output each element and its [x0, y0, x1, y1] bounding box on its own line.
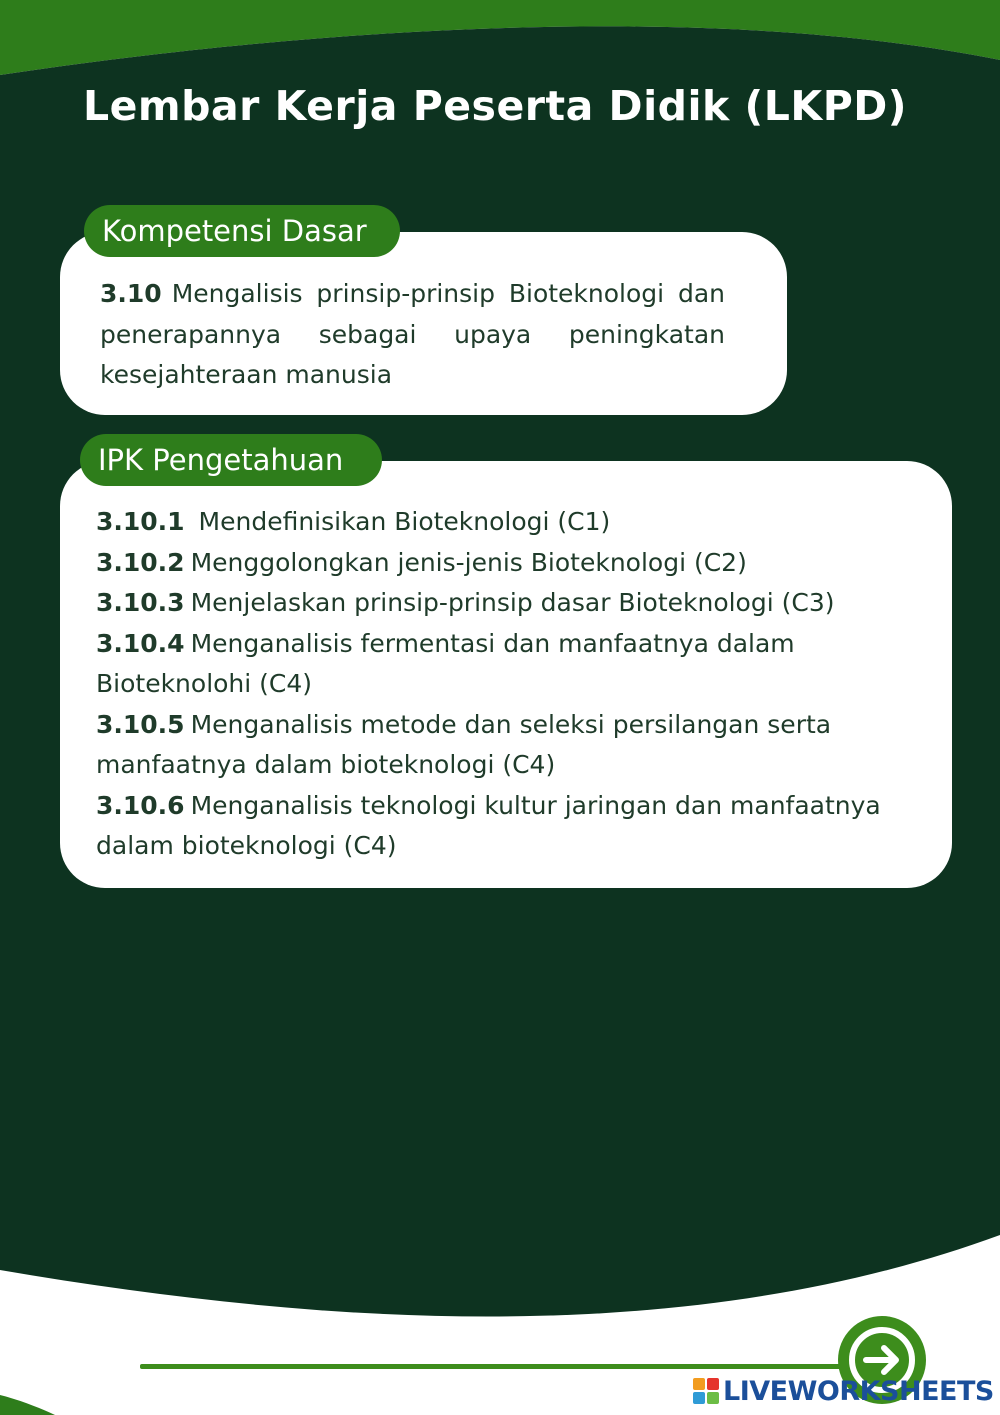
- kompetensi-dasar-text: [100, 274, 725, 396]
- ipk-code: 3.10.3: [96, 588, 185, 617]
- kompetensi-dasar-card: [60, 232, 787, 415]
- kompetensi-dasar-label: Kompetensi Dasar: [84, 205, 400, 257]
- liveworksheets-logo-icon: [693, 1378, 719, 1404]
- ipk-text: Menjelaskan prinsip-prinsip dasar Bioteknologi (C3): [190, 588, 835, 617]
- ipk-code: 3.10.1: [96, 507, 185, 536]
- ipk-text: Menggolongkan jenis-jenis Bioteknologi (C2): [190, 547, 747, 577]
- ipk-code: 3.10.5: [96, 709, 185, 739]
- ipk-item: [96, 624, 922, 705]
- ipk-code: 3.10.6: [96, 790, 185, 820]
- ipk-text: Mendefinisikan Bioteknologi (C1): [198, 507, 611, 536]
- kd-description: Mengalisis prinsip-prinsip Bioteknologi dan penerapannya sebagai upaya peningkatan kesejahteraan manusia: [100, 279, 725, 389]
- ipk-item: [96, 705, 922, 786]
- ipk-item: [96, 786, 922, 867]
- ipk-text: Menganalisis fermentasi dan manfaatnya dalam Bioteknolohi (C4): [96, 628, 795, 698]
- ipk-text: Menganalisis teknologi kultur jaringan dan manfaatnya dalam bioteknologi (C4): [96, 790, 881, 860]
- footer-divider-line: [140, 1364, 848, 1369]
- watermark-text: LIVEWORKSHEETS: [723, 1375, 994, 1407]
- ipk-code: 3.10.4: [96, 628, 185, 658]
- ipk-text: Menganalisis metode dan seleksi persilangan serta manfaatnya dalam bioteknologi (C4): [96, 709, 832, 779]
- ipk-code: 3.10.2: [96, 547, 185, 577]
- ipk-pengetahuan-card: [60, 461, 952, 888]
- ipk-item: [96, 583, 922, 624]
- ipk-item: [96, 502, 922, 543]
- page-title: Lembar Kerja Peserta Didik (LKPD): [82, 82, 908, 130]
- kd-code: 3.10: [100, 279, 162, 308]
- liveworksheets-watermark: [693, 1373, 994, 1409]
- ipk-pengetahuan-label: IPK Pengetahuan: [80, 434, 382, 486]
- bottom-corner-wave: [0, 1395, 55, 1415]
- ipk-item: [96, 543, 922, 584]
